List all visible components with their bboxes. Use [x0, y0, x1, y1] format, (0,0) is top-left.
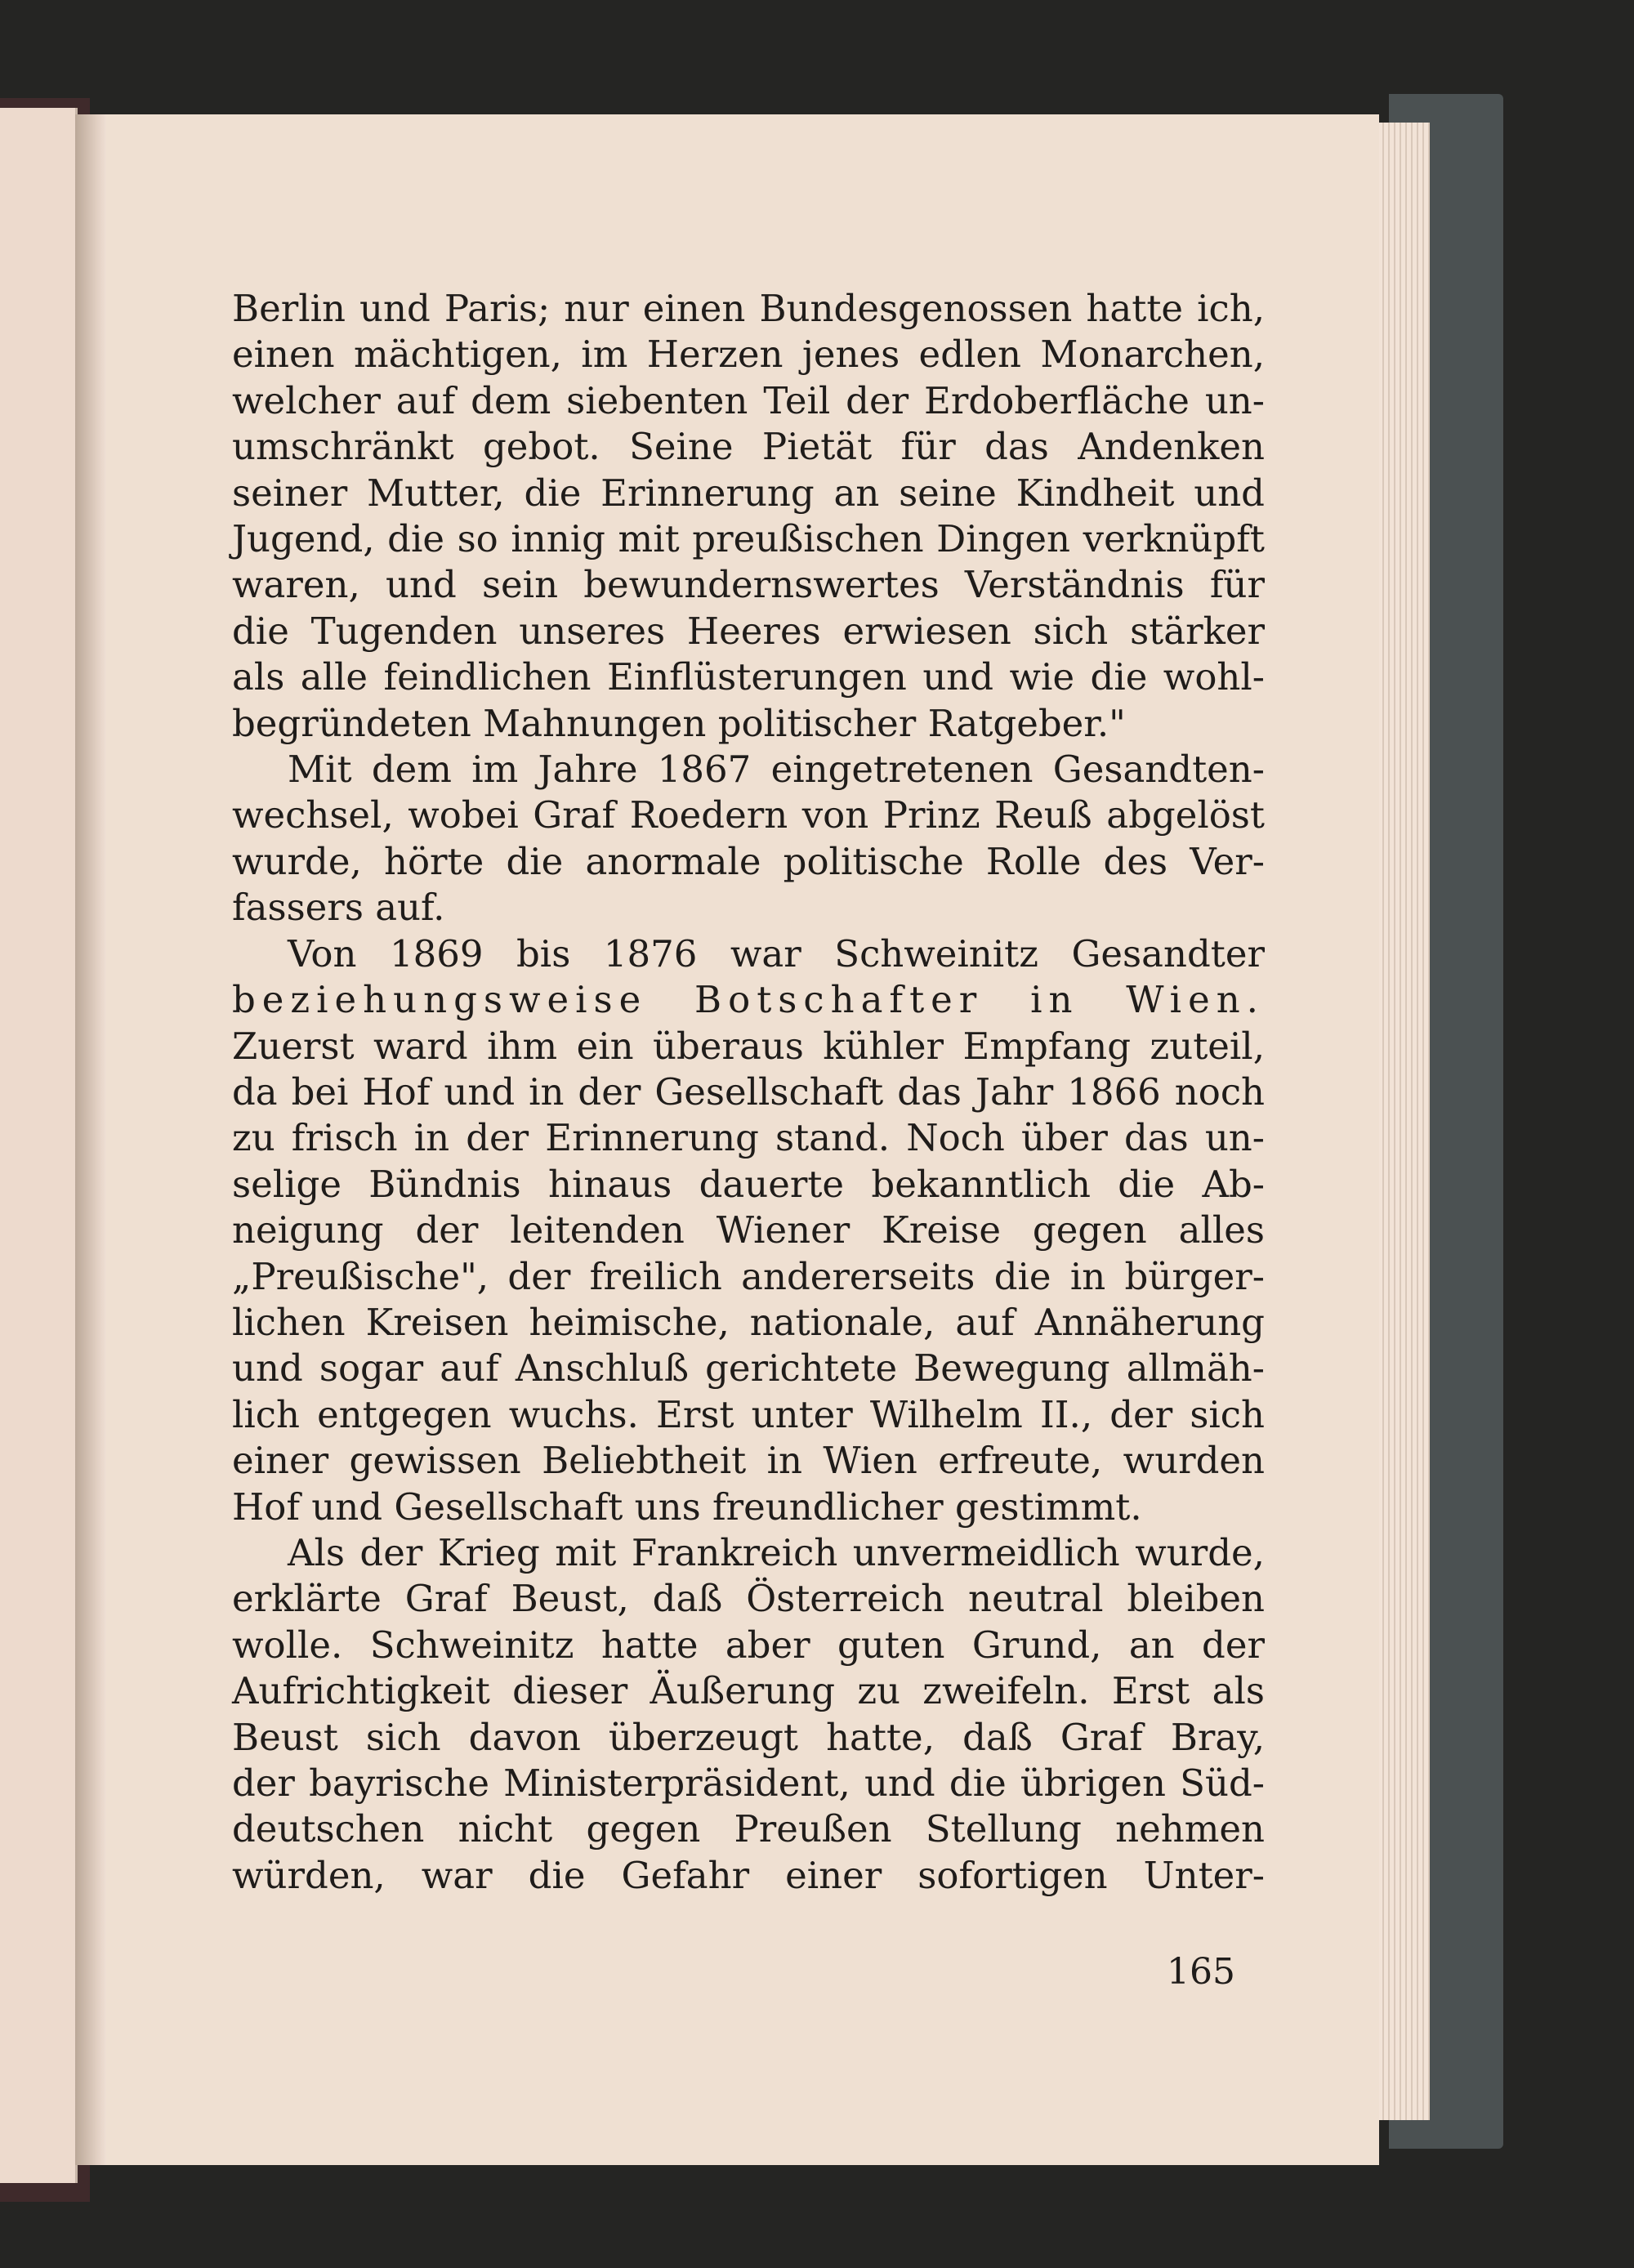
- text-line: seiner Mutter, die Erinnerung an seine Kindheit und: [232, 471, 1265, 515]
- text-line: wechsel, wobei Graf Roedern von Prinz Reuß abgelöst: [232, 793, 1265, 837]
- text-line: wolle. Schweinitz hatte aber guten Grund, an der: [232, 1623, 1265, 1667]
- text-line: neigung der leitenden Wiener Kreise gegen alles: [232, 1208, 1265, 1252]
- text-line: der bayrische Ministerpräsident, und die übrigen Süd-: [232, 1761, 1265, 1805]
- text-line: Jugend, die so innig mit preußischen Dingen verknüpft: [232, 517, 1265, 561]
- text-line: welcher auf dem siebenten Teil der Erdoberfläche un-: [232, 378, 1265, 422]
- text-line: als alle feindlichen Einflüsterungen und wie die wohl-: [232, 655, 1265, 699]
- page-text: [232, 286, 1265, 1899]
- text-line: umschränkt gebot. Seine Pietät für das Andenken: [232, 425, 1265, 469]
- text-line: wurde, hörte die anormale politische Rolle des Ver-: [232, 839, 1265, 883]
- text-line: zu frisch in der Erinnerung stand. Noch über das un-: [232, 1116, 1265, 1160]
- text-line: und sogar auf Anschluß gerichtete Bewegung allmäh-: [232, 1346, 1265, 1391]
- text-line: lich entgegen wuchs. Erst unter Wilhelm II., der sich: [232, 1392, 1265, 1436]
- text-line: würden, war die Gefahr einer sofortigen Unter-: [232, 1853, 1265, 1897]
- text-line: einer gewissen Beliebtheit in Wien erfreute, wurden: [232, 1439, 1265, 1483]
- text-line: „Preußische", der freilich andererseits die in bürger-: [232, 1254, 1265, 1298]
- text-line: begründeten Mahnungen politischer Ratgeber.": [232, 701, 1126, 745]
- text-line: Mit dem im Jahre 1867 eingetretenen Gesandten-: [288, 748, 1265, 792]
- text-line: fassers auf.: [232, 886, 445, 930]
- text-line: Aufrichtigkeit dieser Äußerung zu zweifeln. Erst als: [232, 1669, 1265, 1713]
- page-edges: [1373, 123, 1430, 2120]
- text-line: lichen Kreisen heimische, nationale, auf Annäherung: [232, 1300, 1265, 1344]
- text-line: selige Bündnis hinaus dauerte bekanntlich die Ab-: [232, 1162, 1265, 1206]
- text-line: Beust sich davon überzeugt hatte, daß Graf Bray,: [232, 1715, 1265, 1759]
- text-line: Hof und Gesellschaft uns freundlicher gestimmt.: [232, 1484, 1142, 1529]
- text-line: deutschen nicht gegen Preußen Stellung nehmen: [232, 1807, 1265, 1851]
- text-line: Berlin und Paris; nur einen Bundesgenossen hatte ich,: [232, 287, 1265, 330]
- text-line: Zuerst ward ihm ein überaus kühler Empfang zuteil,: [232, 1024, 1265, 1068]
- text-line: Von 1869 bis 1876 war Schweinitz Gesandter: [288, 931, 1265, 976]
- text-line: da bei Hof und in der Gesellschaft das Jahr 1866 noch: [232, 1069, 1265, 1114]
- text-line: Als der Krieg mit Frankreich unvermeidlich wurde,: [288, 1530, 1265, 1574]
- book-page: [105, 114, 1379, 2165]
- text-line: beziehungsweise Botschafter in Wien.: [232, 978, 1265, 1022]
- text-line: einen mächtigen, im Herzen jenes edlen Monarchen,: [232, 333, 1265, 377]
- text-line: die Tugenden unseres Heeres erwiesen sich stärker: [232, 609, 1265, 653]
- left-facing-page: [0, 108, 78, 2183]
- spine-gutter: [75, 114, 106, 2165]
- text-line: erklärte Graf Beust, daß Österreich neutral bleiben: [232, 1577, 1265, 1621]
- page-number: 165: [1167, 1951, 1235, 1993]
- text-line: waren, und sein bewundernswertes Verständnis für: [232, 563, 1265, 607]
